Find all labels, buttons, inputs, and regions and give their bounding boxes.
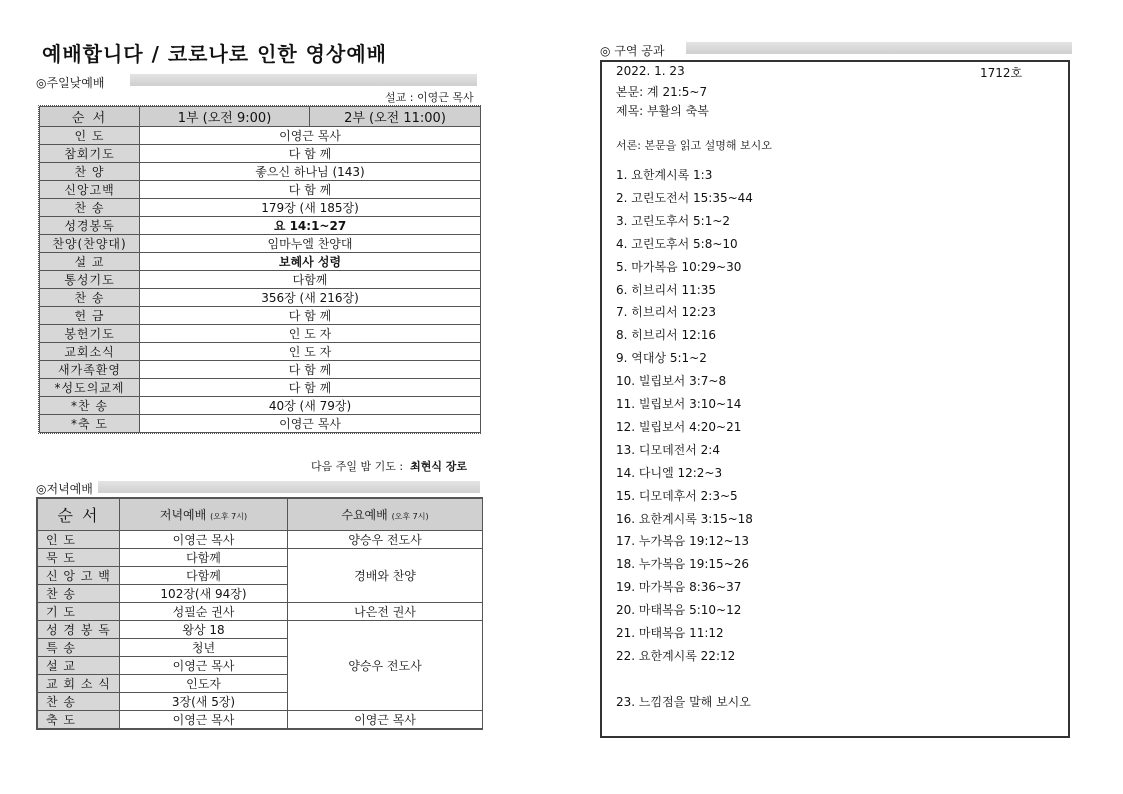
evening-header-evening xyxy=(120,499,288,531)
sunday-row-value: 다 함 께 xyxy=(140,307,481,325)
sunday-row xyxy=(40,289,481,307)
sunday-row-value: 요 14:1~27 xyxy=(140,217,481,235)
sunday-row-label: 교회소식 xyxy=(40,343,140,361)
evening-row-value: 다함께 xyxy=(120,567,288,585)
evening-row-value: 102장(새 94장) xyxy=(120,585,288,603)
study-question: 12. 빌립보서 4:20~21 xyxy=(616,419,742,434)
evening-row-label: 설 교 xyxy=(38,657,120,675)
study-question: 20. 마태복음 5:10~12 xyxy=(616,603,742,618)
sunday-row-label: 참회기도 xyxy=(40,145,140,163)
study-heading: ◎ 구역 공과 xyxy=(600,44,665,58)
sunday-row xyxy=(40,307,481,325)
evening-header-wednesday-time: (오후 7시) xyxy=(391,512,429,521)
sunday-row xyxy=(40,199,481,217)
study-question: 13. 디모데전서 2:4 xyxy=(616,442,720,457)
evening-row xyxy=(38,531,483,549)
header-service-2: 2부 (오전 11:00) xyxy=(310,107,481,127)
study-question: 2. 고린도전서 15:35~44 xyxy=(616,190,753,205)
sunday-row-value: 179장 (새 185장) xyxy=(140,199,481,217)
evening-heading-bar xyxy=(98,481,480,493)
sunday-row-value: 40장 (새 79장) xyxy=(140,397,481,415)
sunday-row-label: 신앙고백 xyxy=(40,181,140,199)
sunday-row-label: 통성기도 xyxy=(40,271,140,289)
wednesday-value: 경배와 찬양 xyxy=(288,549,483,603)
wednesday-value: 나은전 권사 xyxy=(288,603,483,621)
next-week-prayer xyxy=(311,458,467,474)
sunday-table-body xyxy=(40,127,481,433)
wednesday-value: 양승우 전도사 xyxy=(288,531,483,549)
sunday-row-value: 356장 (새 216장) xyxy=(140,289,481,307)
study-date: 2022. 1. 23 xyxy=(616,64,685,78)
study-question: 8. 히브리서 12:16 xyxy=(616,328,717,343)
study-question: 18. 누가복음 19:15~26 xyxy=(616,557,749,572)
sunday-row-value: 다함께 xyxy=(140,271,481,289)
evening-row-value: 다함께 xyxy=(120,549,288,567)
sunday-row-value: 임마누엘 찬양대 xyxy=(140,235,481,253)
evening-row-label: 인 도 xyxy=(38,531,120,549)
study-issue-number: 1712호 xyxy=(980,66,1023,80)
sunday-row xyxy=(40,181,481,199)
sunday-row-value: 다 함 께 xyxy=(140,145,481,163)
study-final-question: 23. 느낌점을 말해 보시오 xyxy=(616,695,751,709)
sunday-row-label: 찬양(찬양대) xyxy=(40,235,140,253)
sunday-row-label: 설 교 xyxy=(40,253,140,271)
preacher-line: 설교 : 이영근 목사 xyxy=(385,91,474,104)
evening-row-value: 이영근 목사 xyxy=(120,531,288,549)
study-intro: 서론: 본문을 읽고 설명해 보시오 xyxy=(616,139,772,152)
study-question: 7. 히브리서 12:23 xyxy=(616,305,717,320)
sunday-row xyxy=(40,343,481,361)
study-question: 17. 누가복음 19:12~13 xyxy=(616,534,749,549)
study-question: 11. 빌립보서 3:10~14 xyxy=(616,397,742,411)
study-box xyxy=(600,60,1070,738)
evening-table-frame xyxy=(36,497,483,730)
study-heading-bar xyxy=(686,42,1072,54)
evening-heading: ◎저녁예배 xyxy=(36,482,93,496)
sunday-row-value: 다 함 께 xyxy=(140,361,481,379)
next-week-prayer-label: 다음 주일 밤 기도 : xyxy=(311,460,404,473)
sunday-row-value: 다 함 께 xyxy=(140,379,481,397)
evening-row-value: 청년 xyxy=(120,639,288,657)
evening-table-body xyxy=(38,531,483,729)
evening-row-label: 찬 송 xyxy=(38,585,120,603)
evening-header-wednesday-label: 수요예배 xyxy=(341,508,388,522)
sunday-table-header xyxy=(40,107,481,127)
sunday-row xyxy=(40,163,481,181)
sunday-row xyxy=(40,235,481,253)
sunday-row xyxy=(40,253,481,271)
sunday-row-label: 봉헌기도 xyxy=(40,325,140,343)
sunday-row xyxy=(40,379,481,397)
sunday-row-value: 이영근 목사 xyxy=(140,415,481,433)
evening-row-label: 신 앙 고 백 xyxy=(38,567,120,585)
evening-row-label: 특 송 xyxy=(38,639,120,657)
sunday-row-label: 찬 양 xyxy=(40,163,140,181)
study-question: 14. 다니엘 12:2~3 xyxy=(616,465,723,480)
evening-header-evening-time: (오후 7시) xyxy=(210,512,248,521)
study-topic: 제목: 부활의 축복 xyxy=(616,104,709,118)
sunday-row xyxy=(40,397,481,415)
sunday-row-value: 인 도 자 xyxy=(140,343,481,361)
page-title: 예배합니다 / 코로나로 인한 영상예배 xyxy=(42,42,387,66)
evening-row xyxy=(38,603,483,621)
sunday-row-label: 인 도 xyxy=(40,127,140,145)
evening-row-label: 찬 송 xyxy=(38,693,120,711)
sunday-row-label: 찬 송 xyxy=(40,289,140,307)
study-question: 1. 요한계시록 1:3 xyxy=(616,168,713,182)
evening-row-label: 묵 도 xyxy=(38,549,120,567)
study-question: 19. 마가복음 8:36~37 xyxy=(616,580,742,595)
sunday-row xyxy=(40,415,481,433)
sunday-row xyxy=(40,361,481,379)
sunday-table-frame xyxy=(38,105,481,434)
sunday-heading: ◎주일낮예배 xyxy=(36,76,105,90)
evening-row-value: 이영근 목사 xyxy=(120,711,288,729)
evening-header-wednesday xyxy=(288,499,483,531)
sunday-row-value: 이영근 목사 xyxy=(140,127,481,145)
study-question: 16. 요한계시록 3:15~18 xyxy=(616,511,753,526)
sunday-row xyxy=(40,145,481,163)
evening-worship-table xyxy=(37,498,483,729)
evening-row xyxy=(38,711,483,729)
evening-row-value: 성필순 권사 xyxy=(120,603,288,621)
study-question: 10. 빌립보서 3:7~8 xyxy=(616,374,727,389)
study-question: 21. 마태복음 11:12 xyxy=(616,626,724,640)
sunday-row xyxy=(40,127,481,145)
study-scripture: 본문: 계 21:5~7 xyxy=(616,85,708,99)
evening-header-order: 순 서 xyxy=(38,499,120,531)
wednesday-value: 양승우 전도사 xyxy=(288,621,483,711)
evening-row-label: 교 회 소 식 xyxy=(38,675,120,693)
sunday-row-value: 다 함 께 xyxy=(140,181,481,199)
header-service-1: 1부 (오전 9:00) xyxy=(140,107,310,127)
study-question: 5. 마가복음 10:29~30 xyxy=(616,259,742,274)
evening-row-value: 3장(새 5장) xyxy=(120,693,288,711)
evening-row xyxy=(38,621,483,639)
sunday-row xyxy=(40,325,481,343)
sunday-row xyxy=(40,271,481,289)
header-order: 순 서 xyxy=(40,107,140,127)
sunday-row-label: *축 도 xyxy=(40,415,140,433)
evening-table-header xyxy=(38,499,483,531)
sunday-row-label: 새가족환영 xyxy=(40,361,140,379)
evening-row-value: 인도자 xyxy=(120,675,288,693)
sunday-worship-table xyxy=(39,106,481,433)
evening-row-value: 이영근 목사 xyxy=(120,657,288,675)
study-question: 4. 고린도후서 5:8~10 xyxy=(616,236,738,251)
evening-row-label: 성 경 봉 독 xyxy=(38,621,120,639)
wednesday-value: 이영근 목사 xyxy=(288,711,483,729)
evening-row-label: 축 도 xyxy=(38,711,120,729)
study-question: 15. 디모데후서 2:3~5 xyxy=(616,488,738,503)
sunday-row-value: 보혜사 성령 xyxy=(140,253,481,271)
evening-header-evening-label: 저녁예배 xyxy=(159,508,207,522)
study-question: 6. 히브리서 11:35 xyxy=(616,282,717,297)
sunday-row xyxy=(40,217,481,235)
study-question: 22. 요한계시록 22:12 xyxy=(616,648,736,663)
study-question: 9. 역대상 5:1~2 xyxy=(616,351,707,366)
sunday-heading-bar xyxy=(130,74,477,86)
sunday-row-value: 인 도 자 xyxy=(140,325,481,343)
evening-row xyxy=(38,549,483,567)
evening-row-label: 기 도 xyxy=(38,603,120,621)
next-week-prayer-name: 최현식 장로 xyxy=(410,460,468,473)
evening-row-value: 왕상 18 xyxy=(120,621,288,639)
study-question: 3. 고린도후서 5:1~2 xyxy=(616,213,731,228)
sunday-row-value: 좋으신 하나님 (143) xyxy=(140,163,481,181)
sunday-row-label: 성경봉독 xyxy=(40,217,140,235)
sunday-row-label: 헌 금 xyxy=(40,307,140,325)
sunday-row-label: 찬 송 xyxy=(40,199,140,217)
sunday-row-label: *찬 송 xyxy=(40,397,140,415)
sunday-row-label: *성도의교제 xyxy=(40,379,140,397)
